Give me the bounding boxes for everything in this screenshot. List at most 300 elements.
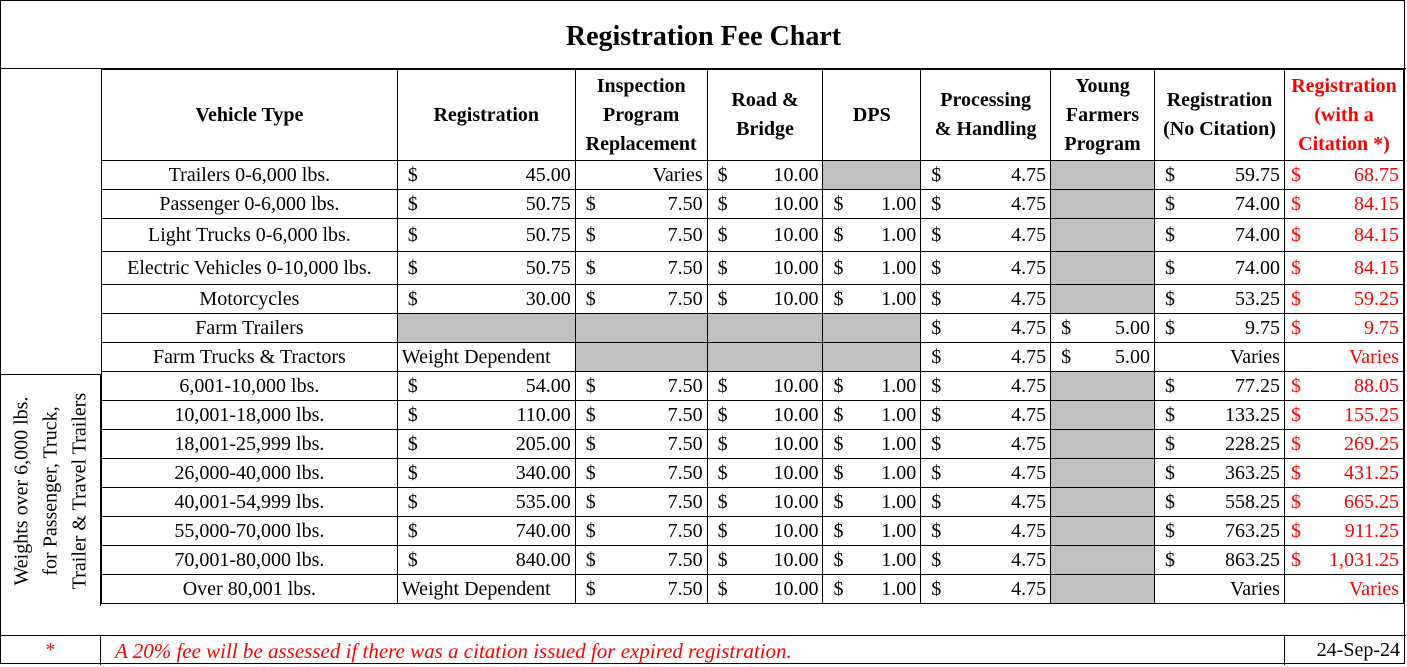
cell-young-farmers <box>1051 459 1155 488</box>
header-registration: Registration <box>397 70 575 161</box>
currency-symbol: $ <box>585 223 596 246</box>
cell-vehicle-type: 40,001-54,999 lbs. <box>102 488 398 517</box>
cell-road-bridge <box>707 314 823 343</box>
amount: 7.50 <box>667 577 703 600</box>
cell-registration-no-citation <box>1155 430 1285 459</box>
currency-symbol: $ <box>1165 256 1176 279</box>
currency-symbol: $ <box>931 519 942 542</box>
currency-symbol: $ <box>407 403 418 426</box>
amount: 7.50 <box>667 223 703 246</box>
currency-symbol: $ <box>833 223 844 246</box>
currency-symbol: $ <box>1290 403 1301 426</box>
cell-registration <box>397 488 575 517</box>
currency-symbol: $ <box>1165 461 1176 484</box>
cell-road-bridge <box>707 401 823 430</box>
cell-vehicle-type: Passenger 0-6,000 lbs. <box>102 190 398 219</box>
amount: 59.25 <box>1354 287 1399 310</box>
cell-road-bridge <box>707 343 823 372</box>
currency-symbol: $ <box>931 374 942 397</box>
cell-registration <box>397 430 575 459</box>
cell-processing-handling <box>921 219 1051 252</box>
cell-registration-no-citation <box>1155 252 1285 285</box>
cell-inspection <box>575 546 707 575</box>
amount: 7.50 <box>667 461 703 484</box>
currency-symbol: $ <box>407 256 418 279</box>
currency-symbol: $ <box>1290 432 1301 455</box>
cell-inspection <box>575 517 707 546</box>
header-registration-with-citation: Registration (with a Citation *) <box>1284 70 1403 161</box>
cell-registration <box>397 285 575 314</box>
cell-processing-handling <box>921 252 1051 285</box>
currency-symbol: $ <box>833 461 844 484</box>
cell-dps <box>823 219 921 252</box>
table-row <box>102 517 1404 546</box>
amount: 10.00 <box>773 403 819 426</box>
currency-symbol: $ <box>1290 316 1301 339</box>
amount: 4.75 <box>1011 223 1047 246</box>
amount: 4.75 <box>1011 345 1047 368</box>
cell-registration-no-citation <box>1155 219 1285 252</box>
cell-road-bridge <box>707 517 823 546</box>
currency-symbol: $ <box>717 490 728 513</box>
currency-symbol: $ <box>585 192 596 215</box>
amount: 4.75 <box>1011 461 1047 484</box>
cell-registration: Weight Dependent <box>397 343 575 372</box>
currency-symbol: $ <box>1165 519 1176 542</box>
currency-symbol: $ <box>833 403 844 426</box>
cell-road-bridge <box>707 219 823 252</box>
amount: 59.75 <box>1234 163 1280 186</box>
currency-symbol: $ <box>1165 163 1176 186</box>
table-row <box>102 401 1404 430</box>
table-row <box>102 372 1404 401</box>
cell-registration <box>397 161 575 190</box>
cell-registration-no-citation <box>1155 285 1285 314</box>
cell-road-bridge <box>707 546 823 575</box>
currency-symbol: $ <box>833 490 844 513</box>
cell-inspection <box>575 488 707 517</box>
currency-symbol: $ <box>717 256 728 279</box>
currency-symbol: $ <box>585 256 596 279</box>
cell-registration-with-citation: Varies <box>1284 575 1403 604</box>
amount: 30.00 <box>525 287 571 310</box>
cell-registration-no-citation <box>1155 488 1285 517</box>
currency-symbol: $ <box>833 287 844 310</box>
currency-symbol: $ <box>931 577 942 600</box>
currency-symbol: $ <box>931 256 942 279</box>
header-row <box>102 70 1404 161</box>
fee-table <box>101 69 1404 604</box>
footnote-marker: * <box>1 635 101 665</box>
cell-registration-no-citation <box>1155 190 1285 219</box>
amount: 4.75 <box>1011 287 1047 310</box>
amount: 74.00 <box>1234 192 1280 215</box>
amount: 269.25 <box>1344 432 1399 455</box>
cell-young-farmers <box>1051 343 1155 372</box>
cell-inspection <box>575 575 707 604</box>
cell-registration-with-citation <box>1284 219 1403 252</box>
cell-registration <box>397 252 575 285</box>
cell-vehicle-type: Motorcycles <box>102 285 398 314</box>
cell-registration-no-citation: Varies <box>1155 575 1285 604</box>
currency-symbol: $ <box>931 316 942 339</box>
cell-registration-with-citation <box>1284 161 1403 190</box>
currency-symbol: $ <box>1165 192 1176 215</box>
amount: 4.75 <box>1011 490 1047 513</box>
amount: 9.75 <box>1244 316 1280 339</box>
weights-over-6000-group-label <box>1 374 101 606</box>
currency-symbol: $ <box>1290 256 1301 279</box>
cell-dps <box>823 401 921 430</box>
cell-road-bridge <box>707 488 823 517</box>
amount: 7.50 <box>667 548 703 571</box>
cell-registration: Weight Dependent <box>397 575 575 604</box>
amount: 4.75 <box>1011 577 1047 600</box>
table-row <box>102 430 1404 459</box>
cell-dps <box>823 314 921 343</box>
currency-symbol: $ <box>407 287 418 310</box>
cell-inspection <box>575 190 707 219</box>
cell-dps <box>823 488 921 517</box>
cell-young-farmers <box>1051 252 1155 285</box>
cell-registration <box>397 459 575 488</box>
currency-symbol: $ <box>931 345 942 368</box>
amount: 4.75 <box>1011 316 1047 339</box>
header-inspection-program-replacement: Inspection Program Replacement <box>575 70 707 161</box>
currency-symbol: $ <box>833 519 844 542</box>
cell-road-bridge <box>707 252 823 285</box>
amount: 10.00 <box>773 548 819 571</box>
amount: 10.00 <box>773 461 819 484</box>
cell-young-farmers <box>1051 314 1155 343</box>
currency-symbol: $ <box>407 163 418 186</box>
cell-dps <box>823 343 921 372</box>
amount: 10.00 <box>773 256 819 279</box>
table-row <box>102 546 1404 575</box>
amount: 4.75 <box>1011 374 1047 397</box>
currency-symbol: $ <box>1290 163 1301 186</box>
currency-symbol: $ <box>585 374 596 397</box>
cell-registration-with-citation <box>1284 459 1403 488</box>
table-row <box>102 190 1404 219</box>
currency-symbol: $ <box>407 548 418 571</box>
currency-symbol: $ <box>585 432 596 455</box>
currency-symbol: $ <box>833 374 844 397</box>
cell-road-bridge <box>707 161 823 190</box>
amount: 155.25 <box>1344 403 1399 426</box>
cell-dps <box>823 372 921 401</box>
currency-symbol: $ <box>1290 519 1301 542</box>
amount: 228.25 <box>1224 432 1280 455</box>
currency-symbol: $ <box>585 490 596 513</box>
header-registration-no-citation: Registration (No Citation) <box>1155 70 1285 161</box>
cell-registration-no-citation <box>1155 401 1285 430</box>
currency-symbol: $ <box>1290 490 1301 513</box>
cell-road-bridge <box>707 372 823 401</box>
cell-road-bridge <box>707 575 823 604</box>
table-row <box>102 314 1404 343</box>
cell-young-farmers <box>1051 517 1155 546</box>
amount: 10.00 <box>773 223 819 246</box>
amount: 205.00 <box>515 432 571 455</box>
amount: 1.00 <box>881 577 917 600</box>
currency-symbol: $ <box>1061 316 1072 339</box>
cell-road-bridge <box>707 430 823 459</box>
amount: 911.25 <box>1344 519 1399 542</box>
amount: 1,031.25 <box>1329 548 1399 571</box>
cell-vehicle-type: 70,001-80,000 lbs. <box>102 546 398 575</box>
amount: 10.00 <box>773 374 819 397</box>
amount: 558.25 <box>1224 490 1280 513</box>
currency-symbol: $ <box>1290 223 1301 246</box>
amount: 50.75 <box>525 192 571 215</box>
currency-symbol: $ <box>1290 192 1301 215</box>
currency-symbol: $ <box>1165 490 1176 513</box>
cell-processing-handling <box>921 161 1051 190</box>
currency-symbol: $ <box>585 461 596 484</box>
currency-symbol: $ <box>717 461 728 484</box>
amount: 45.00 <box>525 163 571 186</box>
currency-symbol: $ <box>717 548 728 571</box>
cell-processing-handling <box>921 459 1051 488</box>
amount: 10.00 <box>773 519 819 542</box>
currency-symbol: $ <box>585 577 596 600</box>
amount: 363.25 <box>1224 461 1280 484</box>
amount: 133.25 <box>1224 403 1280 426</box>
amount: 10.00 <box>773 287 819 310</box>
currency-symbol: $ <box>407 432 418 455</box>
amount: 84.15 <box>1354 223 1399 246</box>
amount: 10.00 <box>773 490 819 513</box>
cell-dps <box>823 575 921 604</box>
table-row <box>102 488 1404 517</box>
cell-dps <box>823 517 921 546</box>
cell-registration <box>397 219 575 252</box>
fee-table-body <box>102 161 1404 604</box>
amount: 74.00 <box>1234 223 1280 246</box>
cell-processing-handling <box>921 430 1051 459</box>
currency-symbol: $ <box>1165 432 1176 455</box>
currency-symbol: $ <box>1165 548 1176 571</box>
amount: 1.00 <box>881 432 917 455</box>
cell-registration-with-citation <box>1284 285 1403 314</box>
cell-registration-no-citation <box>1155 314 1285 343</box>
amount: 4.75 <box>1011 192 1047 215</box>
table-row <box>102 343 1404 372</box>
amount: 1.00 <box>881 461 917 484</box>
cell-young-farmers <box>1051 575 1155 604</box>
amount: 535.00 <box>515 490 571 513</box>
cell-inspection: Varies <box>575 161 707 190</box>
currency-symbol: $ <box>1290 461 1301 484</box>
cell-registration <box>397 314 575 343</box>
amount: 5.00 <box>1115 316 1151 339</box>
cell-registration-with-citation <box>1284 430 1403 459</box>
cell-young-farmers <box>1051 285 1155 314</box>
currency-symbol: $ <box>931 192 942 215</box>
cell-inspection <box>575 372 707 401</box>
amount: 340.00 <box>515 461 571 484</box>
cell-processing-handling <box>921 575 1051 604</box>
cell-registration <box>397 372 575 401</box>
amount: 10.00 <box>773 577 819 600</box>
cell-registration <box>397 517 575 546</box>
amount: 740.00 <box>515 519 571 542</box>
cell-vehicle-type: Over 80,001 lbs. <box>102 575 398 604</box>
currency-symbol: $ <box>833 192 844 215</box>
currency-symbol: $ <box>931 461 942 484</box>
currency-symbol: $ <box>717 287 728 310</box>
cell-processing-handling <box>921 314 1051 343</box>
currency-symbol: $ <box>717 192 728 215</box>
cell-registration-with-citation <box>1284 488 1403 517</box>
currency-symbol: $ <box>407 490 418 513</box>
amount: 88.05 <box>1354 374 1399 397</box>
cell-registration-no-citation <box>1155 517 1285 546</box>
cell-vehicle-type: Light Trucks 0-6,000 lbs. <box>102 219 398 252</box>
cell-dps <box>823 459 921 488</box>
cell-registration-with-citation <box>1284 517 1403 546</box>
cell-inspection <box>575 252 707 285</box>
currency-symbol: $ <box>931 432 942 455</box>
amount: 1.00 <box>881 192 917 215</box>
amount: 53.25 <box>1234 287 1280 310</box>
currency-symbol: $ <box>1290 374 1301 397</box>
amount: 77.25 <box>1234 374 1280 397</box>
cell-vehicle-type: 18,001-25,999 lbs. <box>102 430 398 459</box>
weights-group-label-text: Weights over 6,000 lbs. for Passenger, Truck, Trailer & Travel Trailers <box>10 392 91 590</box>
amount: 4.75 <box>1011 519 1047 542</box>
cell-dps <box>823 161 921 190</box>
currency-symbol: $ <box>717 432 728 455</box>
currency-symbol: $ <box>1165 403 1176 426</box>
currency-symbol: $ <box>1290 548 1301 571</box>
currency-symbol: $ <box>1165 287 1176 310</box>
amount: 84.15 <box>1354 256 1399 279</box>
cell-inspection <box>575 285 707 314</box>
currency-symbol: $ <box>585 287 596 310</box>
amount: 110.00 <box>516 403 571 426</box>
currency-symbol: $ <box>1165 374 1176 397</box>
table-row <box>102 459 1404 488</box>
amount: 10.00 <box>773 163 819 186</box>
cell-vehicle-type: 10,001-18,000 lbs. <box>102 401 398 430</box>
amount: 7.50 <box>667 403 703 426</box>
header-young-farmers-program: Young Farmers Program <box>1051 70 1155 161</box>
cell-road-bridge <box>707 285 823 314</box>
header-vehicle-type: Vehicle Type <box>102 70 398 161</box>
cell-vehicle-type: Farm Trailers <box>102 314 398 343</box>
currency-symbol: $ <box>931 548 942 571</box>
currency-symbol: $ <box>931 223 942 246</box>
header-processing-handling: Processing & Handling <box>921 70 1051 161</box>
currency-symbol: $ <box>931 403 942 426</box>
amount: 10.00 <box>773 432 819 455</box>
cell-vehicle-type: 55,000-70,000 lbs. <box>102 517 398 546</box>
table-row <box>102 161 1404 190</box>
currency-symbol: $ <box>717 163 728 186</box>
amount: 1.00 <box>881 403 917 426</box>
amount: 4.75 <box>1011 432 1047 455</box>
cell-inspection <box>575 430 707 459</box>
currency-symbol: $ <box>407 192 418 215</box>
amount: 431.25 <box>1344 461 1399 484</box>
amount: 5.00 <box>1115 345 1151 368</box>
currency-symbol: $ <box>1061 345 1072 368</box>
currency-symbol: $ <box>1290 287 1301 310</box>
table-row <box>102 285 1404 314</box>
cell-registration-with-citation <box>1284 314 1403 343</box>
cell-registration-no-citation <box>1155 372 1285 401</box>
cell-processing-handling <box>921 517 1051 546</box>
amount: 84.15 <box>1354 192 1399 215</box>
cell-inspection <box>575 459 707 488</box>
cell-processing-handling <box>921 372 1051 401</box>
cell-inspection <box>575 401 707 430</box>
cell-vehicle-type: 6,001-10,000 lbs. <box>102 372 398 401</box>
cell-vehicle-type: 26,000-40,000 lbs. <box>102 459 398 488</box>
cell-road-bridge <box>707 190 823 219</box>
amount: 1.00 <box>881 223 917 246</box>
amount: 4.75 <box>1011 403 1047 426</box>
cell-dps <box>823 546 921 575</box>
cell-dps <box>823 190 921 219</box>
currency-symbol: $ <box>717 577 728 600</box>
amount: 1.00 <box>881 548 917 571</box>
cell-young-farmers <box>1051 219 1155 252</box>
amount: 1.00 <box>881 519 917 542</box>
currency-symbol: $ <box>1165 316 1176 339</box>
cell-vehicle-type: Electric Vehicles 0-10,000 lbs. <box>102 252 398 285</box>
cell-registration-no-citation <box>1155 546 1285 575</box>
chart-date: 24-Sep-24 <box>1284 635 1406 665</box>
amount: 7.50 <box>667 519 703 542</box>
page-title: Registration Fee Chart <box>1 1 1406 69</box>
currency-symbol: $ <box>717 223 728 246</box>
cell-young-farmers <box>1051 401 1155 430</box>
cell-young-farmers <box>1051 161 1155 190</box>
cell-registration-no-citation <box>1155 161 1285 190</box>
cell-processing-handling <box>921 401 1051 430</box>
amount: 9.75 <box>1364 316 1399 339</box>
amount: 840.00 <box>515 548 571 571</box>
amount: 10.00 <box>773 192 819 215</box>
cell-registration-no-citation: Varies <box>1155 343 1285 372</box>
table-row <box>102 252 1404 285</box>
currency-symbol: $ <box>585 403 596 426</box>
cell-dps <box>823 430 921 459</box>
cell-processing-handling <box>921 343 1051 372</box>
cell-registration-with-citation <box>1284 252 1403 285</box>
table-row <box>102 575 1404 604</box>
cell-dps <box>823 252 921 285</box>
amount: 4.75 <box>1011 256 1047 279</box>
cell-registration-with-citation <box>1284 401 1403 430</box>
amount: 7.50 <box>667 256 703 279</box>
cell-inspection <box>575 219 707 252</box>
cell-registration <box>397 546 575 575</box>
currency-symbol: $ <box>833 548 844 571</box>
currency-symbol: $ <box>931 163 942 186</box>
cell-registration-with-citation: Varies <box>1284 343 1403 372</box>
currency-symbol: $ <box>717 519 728 542</box>
table-row <box>102 219 1404 252</box>
amount: 4.75 <box>1011 163 1047 186</box>
currency-symbol: $ <box>407 461 418 484</box>
amount: 50.75 <box>525 256 571 279</box>
cell-processing-handling <box>921 488 1051 517</box>
amount: 7.50 <box>667 192 703 215</box>
